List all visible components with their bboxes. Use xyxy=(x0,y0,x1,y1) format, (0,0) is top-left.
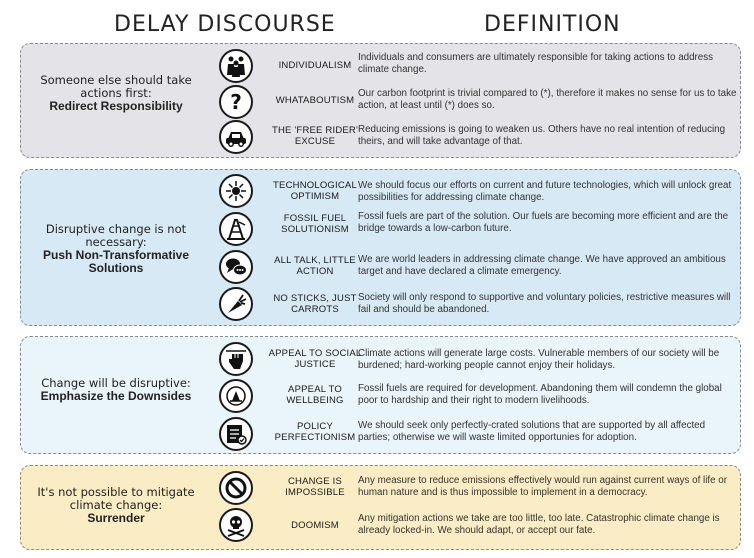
definition-technological-optimism: We should focus our efforts on current and future technologies, which will unlock great possibilities for addressing climate change. xyxy=(358,180,732,203)
definition-appeal-to-wellbeing: Fossil fuels are required for development. Abandoning them will condemn the global poor to hardship and their right to modern livelihoods. xyxy=(358,383,722,406)
group-description: Change will be disruptive: xyxy=(41,376,191,390)
svg-text:?: ? xyxy=(230,90,242,114)
group-label xyxy=(21,223,211,275)
term-appeal-to-wellbeing: APPEAL TO WELLBEING xyxy=(286,384,344,406)
definition-change-is-impossible: Any measure to reduce emissions effectively would run against current ways of life or human nature and is thus impossible to implement in a democracy. xyxy=(358,475,728,498)
term-free-rider: THE 'FREE RIDER' EXCUSE xyxy=(271,125,358,147)
skull-icon xyxy=(219,508,253,542)
group-push-non-transformative-solutions xyxy=(20,169,741,326)
speech-icon xyxy=(219,250,253,284)
group-label xyxy=(21,74,211,113)
group-name: Push Non-Transformative Solutions xyxy=(42,248,190,275)
group-description: It's not possible to mitigate climate change: xyxy=(37,485,195,512)
question-icon xyxy=(219,85,253,119)
definition-no-sticks-just-carrots: Society will only respond to supportive and voluntary policies, restrictive measures will fail and should be abandoned. xyxy=(358,292,731,315)
carrot-icon xyxy=(219,287,253,321)
group-name: Emphasize the Downsides xyxy=(40,389,192,403)
term-appeal-to-social-justice: APPEAL TO SOCIAL JUSTICE xyxy=(268,348,362,370)
group-surrender xyxy=(20,465,741,550)
term-all-talk-little-action: ALL TALK, LITTLE ACTION xyxy=(274,255,356,277)
group-emphasize-the-downsides xyxy=(20,336,741,454)
term-whataboutism: WHATABOUTISM xyxy=(275,95,355,106)
document-icon xyxy=(219,417,253,451)
term-policy-perfectionism: POLICY PERFECTIONISM xyxy=(274,421,356,443)
car-icon xyxy=(219,120,253,154)
group-name: Surrender xyxy=(87,511,145,525)
column-title-definition: DEFINITION xyxy=(484,12,621,37)
term-fossil-fuel-solutionism: FOSSIL FUEL SOLUTIONISM xyxy=(281,213,349,235)
technology-icon xyxy=(219,174,253,208)
group-label xyxy=(21,486,211,525)
definition-fossil-fuel-solutionism: Fossil fuels are part of the solution. Our fuels are becoming more efficient and are the bridge towards a low-carbon future. xyxy=(358,211,729,234)
term-no-sticks-just-carrots: NO STICKS, JUST CARROTS xyxy=(273,293,357,315)
group-description: Disruptive change is not necessary: xyxy=(45,222,187,249)
definition-individualism: Individuals and consumers are ultimately responsible for taking actions to address climate change. xyxy=(358,52,714,75)
term-technological-optimism: TECHNOLOGICAL OPTIMISM xyxy=(273,180,357,202)
definition-free-rider: Reducing emissions is going to weaken us. Others have no real intention of reducing theirs, and will take advantage of that. xyxy=(358,124,726,147)
people-icon xyxy=(219,49,253,83)
prohibited-icon xyxy=(219,471,253,505)
column-title-delay-discourse: DELAY DISCOURSE xyxy=(114,12,336,37)
term-doomism: DOOMISM xyxy=(291,520,339,531)
definition-doomism: Any mitigation actions we take are too little, too late. Catastrophic climate change is already locked-in. We should adapt, or accept our fate. xyxy=(358,513,720,536)
oil-rig-icon xyxy=(219,212,253,246)
group-redirect-responsibility xyxy=(20,43,741,158)
group-description: Someone else should take actions first: xyxy=(40,73,192,100)
group-name: Redirect Responsibility xyxy=(49,99,183,113)
definition-policy-perfectionism: We should seek only perfectly-crated solutions that are supported by all affected parties; otherwise we will waste limited opportunies for adoption. xyxy=(358,420,706,443)
term-change-is-impossible: CHANGE IS IMPOSSIBLE xyxy=(285,476,345,498)
term-individualism: INDIVIDUALISM xyxy=(278,60,352,71)
wellbeing-icon xyxy=(219,379,253,413)
definition-appeal-to-social-justice: Climate actions will generate large costs. Vulnerable members of our society will be burdened; hard-working people cannot enjoy their holidays. xyxy=(358,348,720,371)
justice-icon xyxy=(219,342,253,376)
definition-whataboutism: Our carbon footprint is trivial compared to (*), therefore it makes no sense for us to take action, at least until (*) does so. xyxy=(358,88,737,111)
definition-all-talk-little-action: We are world leaders in addressing climate change. We have approved an ambitious target and have declared a climate emergency. xyxy=(358,254,726,277)
group-label xyxy=(21,377,211,403)
